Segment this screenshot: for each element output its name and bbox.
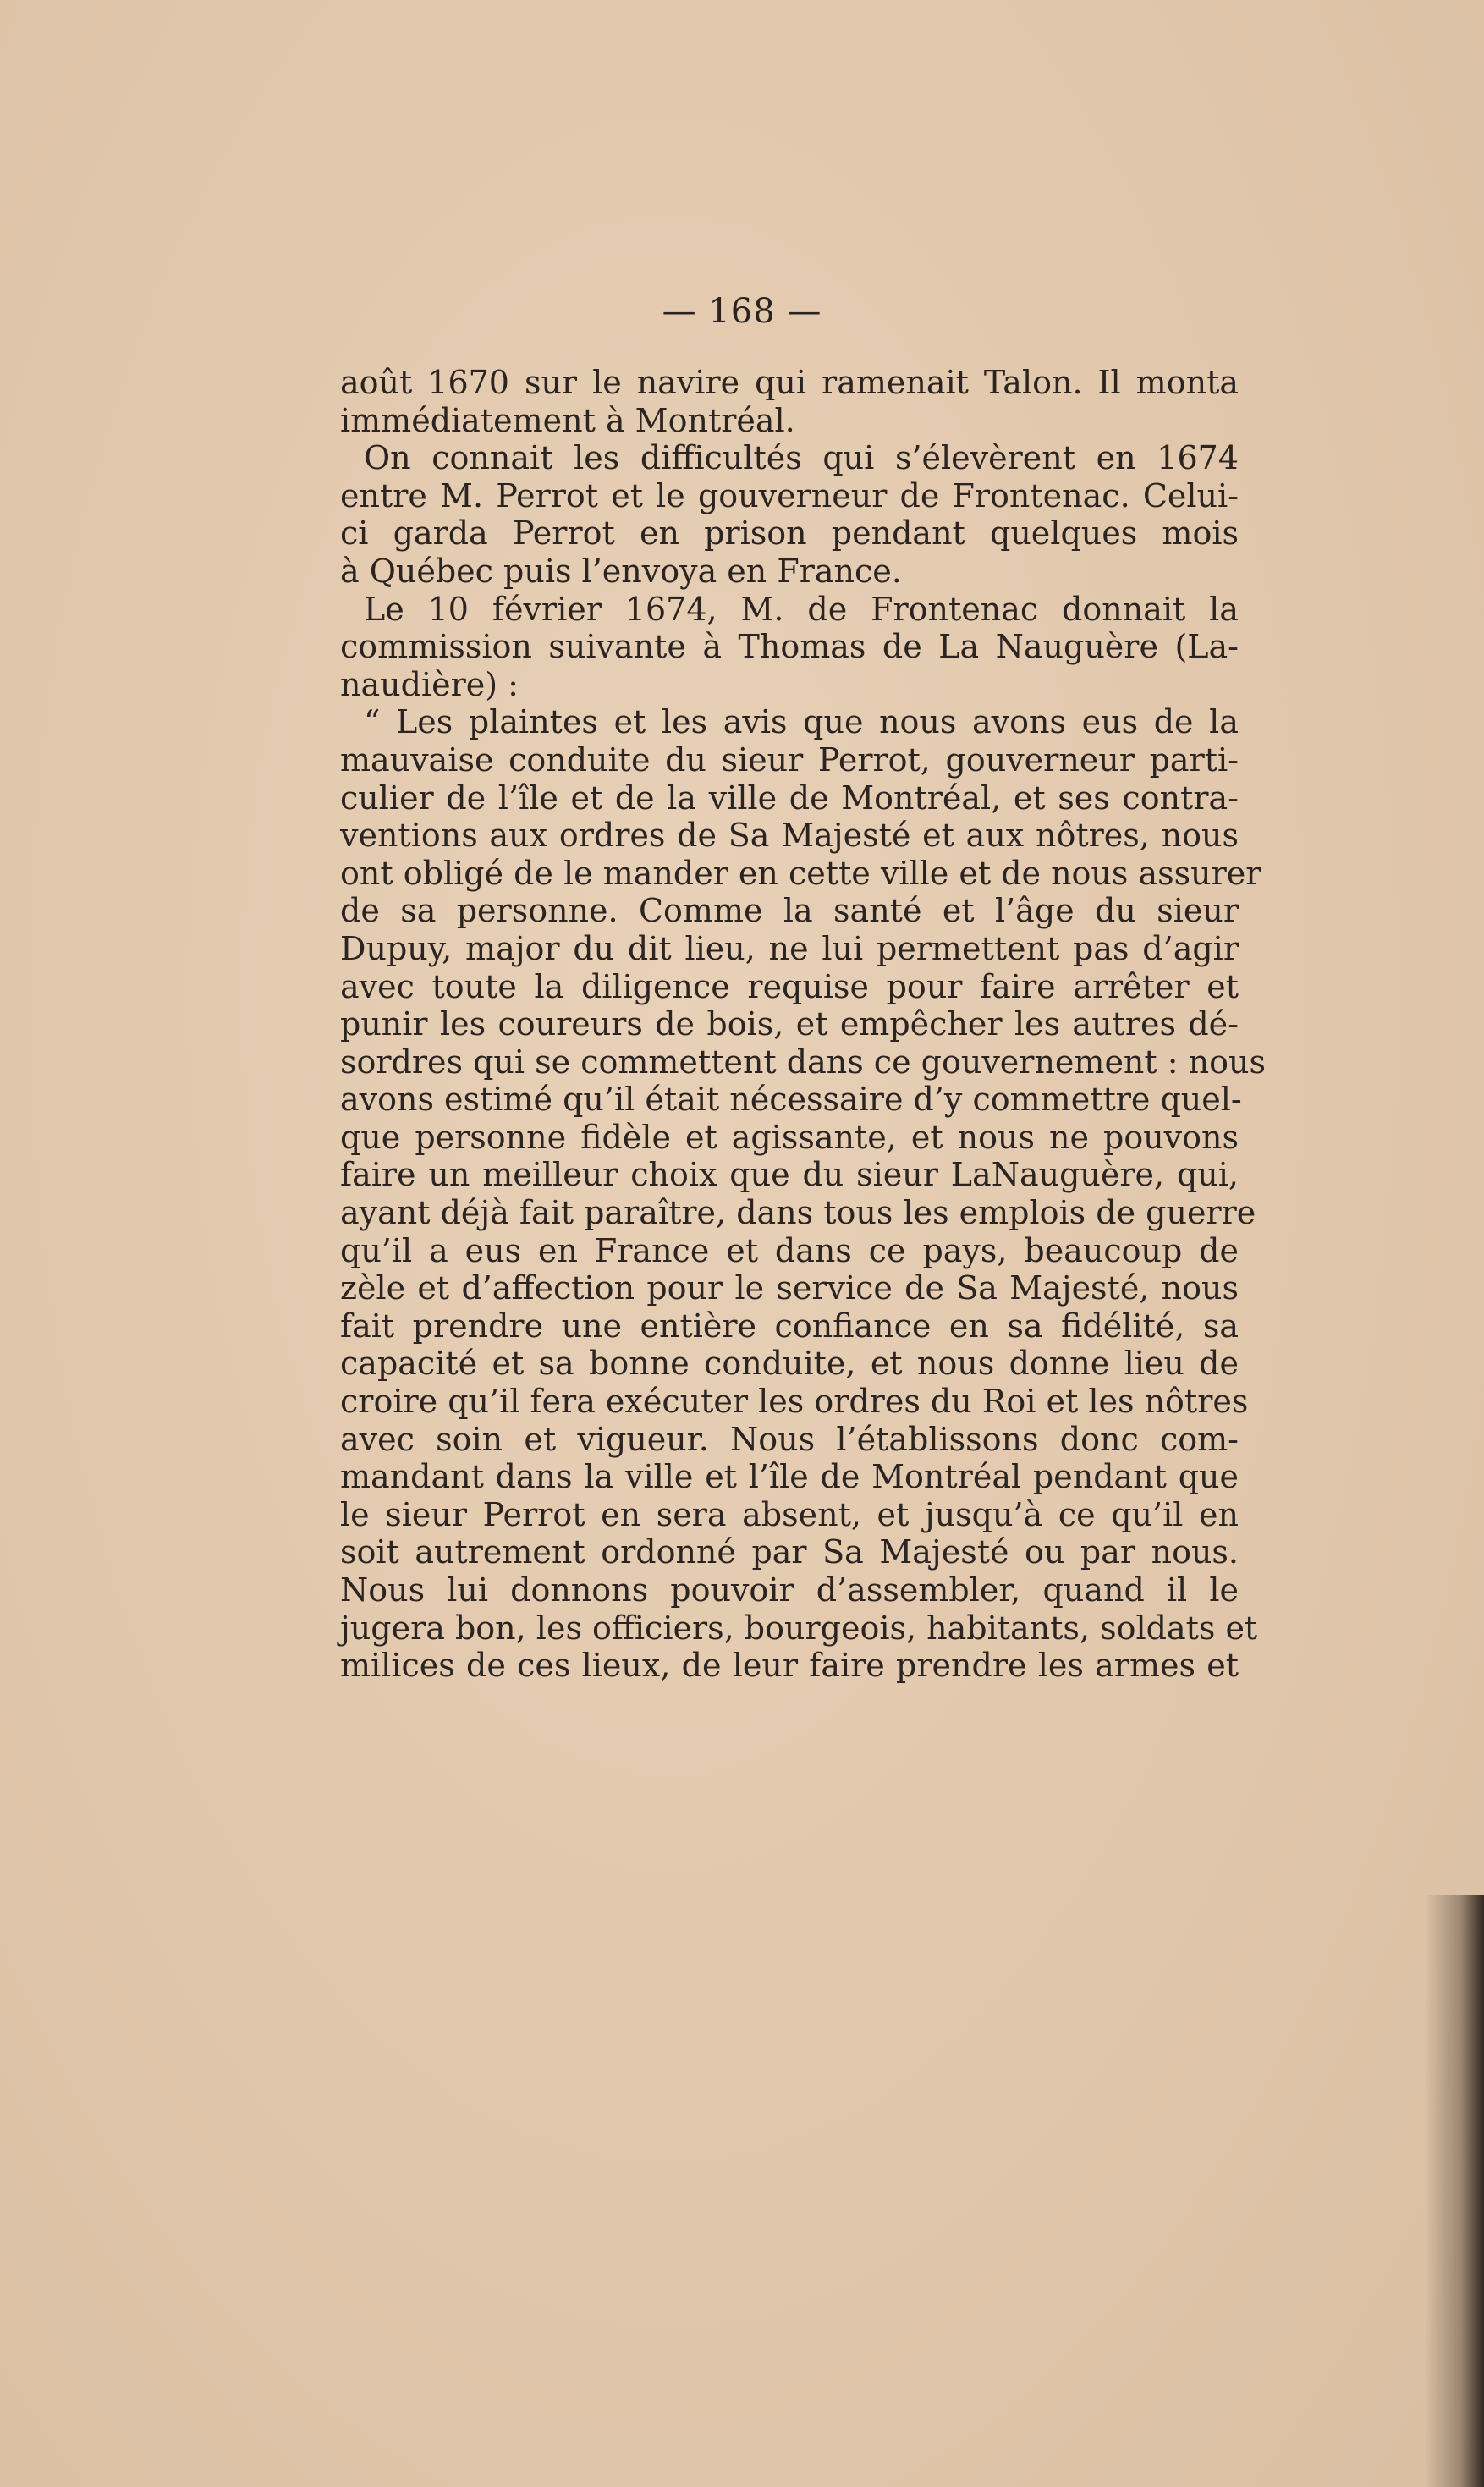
text-line: croire qu’il fera exécuter les ordres du Roi et les nôtres (340, 1383, 1249, 1421)
page-edge-shadow (1425, 1895, 1484, 2487)
text-line: Dupuy, major du dit lieu, ne lui permettent pas d’agir (340, 929, 1239, 967)
text-line: “ Les plaintes et les avis que nous avons eus de la (364, 703, 1239, 741)
text-line: avec toute la diligence requise pour faire arrêter et (340, 967, 1239, 1005)
text-line: faire un meilleur choix que du sieur LaNauguère, qui, (340, 1156, 1239, 1194)
text-line: août 1670 sur le navire qui ramenait Talon. Il monta (340, 364, 1239, 401)
text-line: ayant déjà fait paraître, dans tous les emplois de guerre (340, 1194, 1256, 1232)
text-line: que personne fidèle et agissante, et nous ne pouvons (340, 1118, 1239, 1156)
text-line: mandant dans la ville et l’île de Montréal pendant que (340, 1458, 1239, 1496)
text-line: capacité et sa bonne conduite, et nous donne lieu de (340, 1345, 1239, 1383)
text-line: jugera bon, les officiers, bourgeois, habitants, soldats et (340, 1609, 1258, 1647)
text-line: ventions aux ordres de Sa Majesté et aux nôtres, nous (340, 817, 1239, 855)
text-line: entre M. Perrot et le gouverneur de Frontenac. Celui- (340, 476, 1239, 514)
text-line: avec soin et vigueur. Nous l’établissons donc com- (340, 1420, 1239, 1458)
text-line: culier de l’île et de la ville de Montréal, et ses contra- (340, 779, 1239, 817)
text-line: ont obligé de le mander en cette ville et de nous assurer (340, 854, 1261, 892)
text-line: fait prendre une entière confiance en sa fidélité, sa (340, 1307, 1239, 1345)
text-line: ci garda Perrot en prison pendant quelques mois (340, 514, 1239, 553)
text-line: immédiatement à Montréal. (340, 401, 795, 439)
text-line: soit autrement ordonné par Sa Majesté ou par nous. (340, 1533, 1239, 1571)
text-line: qu’il a eus en France et dans ce pays, beaucoup de (340, 1231, 1239, 1269)
text-line: naudière) : (340, 665, 519, 703)
text-line: sordres qui se commettent dans ce gouvernement : nous (340, 1043, 1266, 1081)
text-line: Nous lui donnons pouvoir d’assembler, quand il le (340, 1571, 1239, 1609)
text-line: commission suivante à Thomas de La Nauguère (La- (340, 628, 1239, 666)
text-line: mauvaise conduite du sieur Perrot, gouverneur parti- (340, 740, 1239, 779)
text-line: le sieur Perrot en sera absent, et jusqu’à ce qu’il en (340, 1495, 1239, 1533)
text-line: Le 10 février 1674, M. de Frontenac donnait la (364, 590, 1239, 628)
text-line: zèle et d’affection pour le service de Sa Majesté, nous (340, 1269, 1239, 1307)
text-line: On connait les difficultés qui s’élevèrent en 1674 (364, 439, 1239, 477)
body-text (340, 364, 1266, 1685)
text-line: punir les coureurs de bois, et empêcher les autres dé- (340, 1005, 1239, 1043)
text-line: avons estimé qu’il était nécessaire d’y commettre quel- (340, 1081, 1242, 1119)
page-number: — 168 — (662, 292, 822, 331)
text-line: à Québec puis l’envoya en France. (340, 552, 902, 590)
text-line: de sa personne. Comme la santé et l’âge du sieur (340, 892, 1239, 930)
text-line: milices de ces lieux, de leur faire prendre les armes et (340, 1647, 1239, 1685)
